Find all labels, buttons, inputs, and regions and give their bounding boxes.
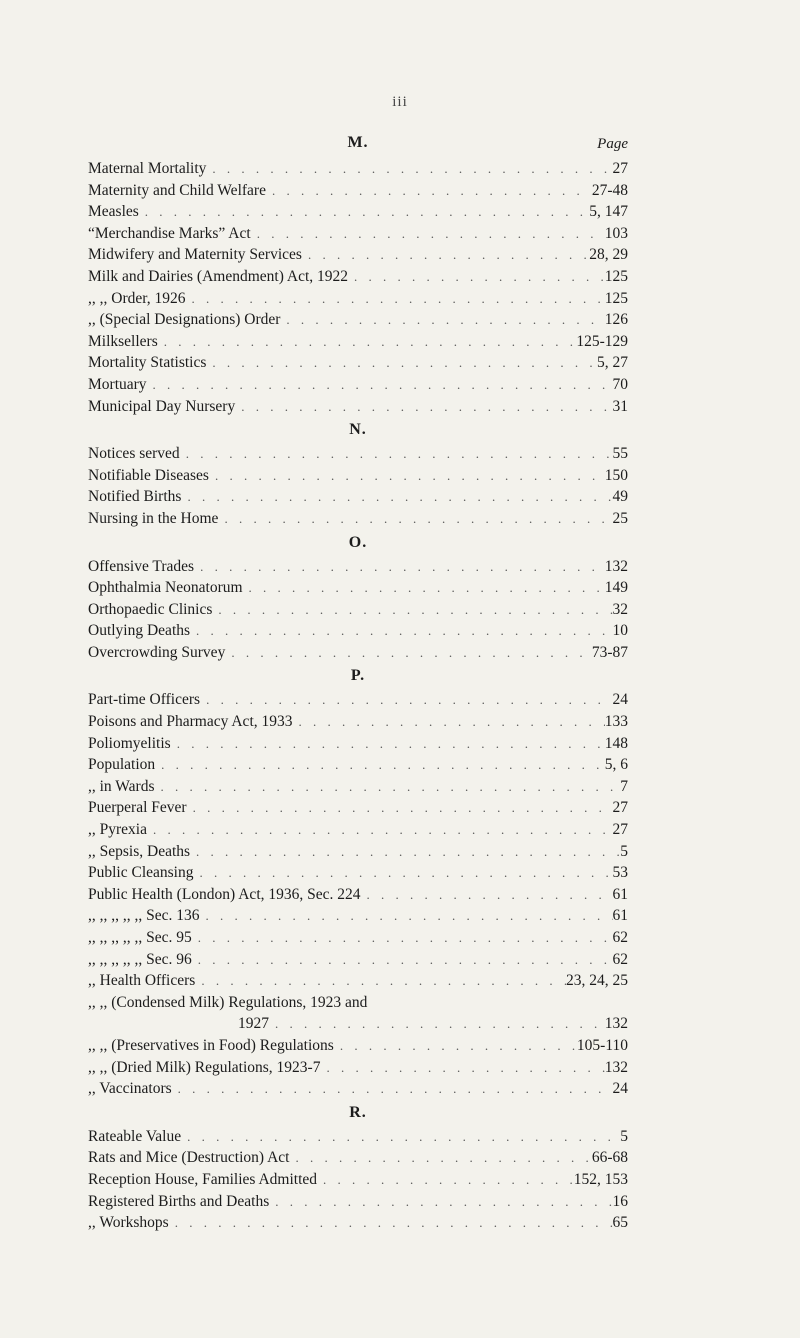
page-number: iii [392, 94, 408, 110]
dot-leader [155, 754, 605, 776]
entry-title: Nursing in the Home [88, 509, 219, 527]
index-entry [88, 1035, 628, 1057]
entry-title: ,, Vaccinators [88, 1080, 172, 1098]
dot-leader [186, 288, 605, 310]
dot-leader [192, 927, 613, 949]
entry-title: ,, ,, (Dried Milk) Regulations, 1923-7 [88, 1058, 321, 1076]
index-entry [88, 266, 628, 288]
entry-title: Offensive Trades [88, 557, 195, 575]
index-entry [88, 158, 628, 180]
entry-title: Orthopaedic Clinics [88, 600, 213, 618]
index-entry [88, 508, 628, 530]
entry-title: Poisons and Pharmacy Act, 1933 [88, 713, 293, 731]
page-column-label: Page [597, 136, 628, 152]
dot-leader [200, 689, 612, 711]
dot-leader [190, 620, 612, 642]
entry-page: 148 [604, 734, 628, 752]
entry-title: ,, (Special Designations) Order [88, 311, 281, 329]
entry-title: ,, Workshops [88, 1214, 169, 1232]
index-entry [88, 776, 628, 798]
entry-title: ,, Health Officers [88, 972, 196, 990]
entry-page: 66-68 [591, 1149, 628, 1167]
entry-title: ,, ,, Order, 1926 [88, 289, 186, 307]
index-entry [88, 1191, 628, 1213]
section-letter: N. [349, 421, 367, 439]
entry-page: 7 [620, 777, 628, 795]
entry-page: 53 [612, 864, 628, 882]
index-entry [88, 862, 628, 884]
entry-title: Maternity and Child Welfare [88, 181, 266, 199]
index-list [88, 134, 628, 1234]
entry-title: ,, ,, ,, ,, ,, Sec. 96 [88, 950, 192, 968]
index-entry [88, 1212, 628, 1234]
dot-leader [169, 1212, 613, 1234]
index-entry [88, 970, 628, 992]
index-entry [88, 927, 628, 949]
dot-leader [320, 1057, 604, 1079]
entry-page: 5 [620, 842, 628, 860]
index-entry [88, 201, 628, 223]
dot-leader [206, 158, 612, 180]
entry-page: 70 [612, 375, 628, 393]
entry-title: Notified Births [88, 488, 182, 506]
section-letter: R. [349, 1103, 367, 1121]
dot-leader [361, 884, 613, 906]
dot-leader [348, 266, 605, 288]
entry-page: 24 [612, 1080, 628, 1098]
entry-title: ,, ,, (Preservatives in Food) Regulations [88, 1036, 334, 1054]
dot-leader [302, 244, 589, 266]
entry-page: 125 [604, 267, 628, 285]
entry-title: ,, ,, ,, ,, ,, Sec. 95 [88, 929, 192, 946]
entry-title: Part-time Officers [88, 691, 201, 709]
entry-page: 125 [604, 289, 628, 307]
entry-title: Public Cleansing [88, 864, 194, 882]
entry-title: ,, in Wards [88, 777, 155, 795]
entry-page: 25 [612, 509, 628, 527]
entry-page: 27 [612, 799, 628, 817]
index-entry [88, 949, 628, 971]
index-entry [88, 711, 628, 733]
entry-title: Outlying Deaths [88, 622, 191, 640]
entry-page: 31 [612, 397, 628, 415]
dot-leader [139, 201, 589, 223]
entry-title: Poliomyelitis [88, 734, 171, 752]
entry-page: 132 [604, 1058, 628, 1076]
entry-title: ,, Pyrexia [88, 821, 147, 839]
entry-title: Midwifery and Maternity Services [88, 246, 302, 264]
dot-leader [235, 396, 612, 418]
dot-leader [212, 599, 612, 621]
entry-title: ,, ,, (Condensed Milk) Regulations, 1923 and [88, 993, 368, 1011]
entry-page: 125-129 [576, 332, 628, 350]
entry-title: Notifiable Diseases [88, 466, 209, 484]
entry-page: 61 [612, 907, 628, 925]
entry-page: 10 [612, 622, 628, 640]
index-entry [88, 1169, 628, 1191]
entry-page: 32 [612, 600, 628, 618]
dot-leader [225, 642, 592, 664]
index-entry [88, 1147, 628, 1169]
section-letter: O. [348, 533, 368, 551]
index-entry [88, 1013, 628, 1035]
entry-page: 62 [612, 950, 628, 968]
dot-leader [181, 486, 612, 508]
dot-leader [280, 309, 604, 331]
entry-page: 133 [604, 713, 628, 731]
index-entries [88, 158, 628, 1234]
dot-leader [209, 465, 605, 487]
entry-page: 27 [612, 160, 628, 177]
index-entry [88, 819, 628, 841]
entry-page: 126 [604, 311, 628, 329]
entry-page: 150 [604, 466, 628, 484]
index-entry [88, 797, 628, 819]
entry-page: 65 [612, 1214, 628, 1232]
entry-title: Registered Births and Deaths [88, 1192, 270, 1210]
index-entry [88, 374, 628, 396]
entry-page: 61 [612, 885, 628, 903]
dot-leader [192, 949, 613, 971]
dot-leader [187, 797, 613, 819]
dot-leader [181, 1126, 620, 1148]
dot-leader [172, 1078, 613, 1100]
dot-leader [243, 577, 605, 599]
index-entry [88, 1126, 628, 1148]
index-entry [88, 556, 628, 578]
dot-leader [158, 331, 577, 353]
entry-title: “Merchandise Marks” Act [88, 224, 251, 242]
dot-leader [293, 711, 605, 733]
index-entry [88, 642, 628, 664]
index-entry [88, 223, 628, 245]
dot-leader [269, 1013, 605, 1035]
dot-leader [251, 223, 605, 245]
entry-page: 5 [620, 1127, 628, 1145]
dot-leader [193, 862, 612, 884]
entry-title: Overcrowding Survey [88, 643, 226, 661]
index-entry [88, 244, 628, 266]
entry-title: Measles [88, 203, 139, 221]
index-entry [88, 1078, 628, 1100]
entry-title: 1927 [238, 1015, 269, 1033]
index-entry [88, 733, 628, 755]
dot-leader [147, 819, 613, 841]
index-entry [88, 309, 628, 331]
entry-title: Municipal Day Nursery [88, 397, 236, 415]
entry-page: 62 [612, 929, 628, 946]
entry-page: 103 [604, 224, 628, 242]
entry-title: Milksellers [88, 332, 158, 350]
index-entry [88, 1057, 628, 1079]
entry-page: 105-110 [576, 1036, 628, 1054]
index-entry [88, 465, 628, 487]
index-entry [88, 599, 628, 621]
dot-leader [334, 1035, 577, 1057]
entry-title: Mortality Statistics [88, 354, 207, 372]
entry-page: 152, 153 [573, 1170, 628, 1188]
entry-page: 132 [604, 557, 628, 575]
index-entry [88, 577, 628, 599]
dot-leader [269, 1191, 612, 1213]
index-entry [88, 486, 628, 508]
entry-page: 28, 29 [589, 246, 628, 264]
index-entry [88, 352, 628, 374]
index-entry [88, 180, 628, 202]
dot-leader [190, 841, 620, 863]
index-entry [88, 443, 628, 465]
index-entry [88, 620, 628, 642]
entry-title: Rateable Value [88, 1127, 182, 1145]
index-entry [88, 841, 628, 863]
index-header [88, 134, 628, 158]
index-entry [88, 754, 628, 776]
entry-page: 16 [612, 1192, 628, 1210]
entry-page: 5, 27 [597, 354, 628, 372]
index-entry [88, 288, 628, 310]
entry-page: 73-87 [591, 643, 628, 661]
entry-title: Maternal Mortality [88, 160, 207, 177]
dot-leader [195, 970, 566, 992]
dot-leader [155, 776, 621, 798]
entry-title: Reception House, Families Admitted [88, 1170, 318, 1188]
index-entry [88, 884, 628, 906]
entry-page: 24 [612, 691, 628, 709]
section-letter: M. [347, 134, 369, 151]
dot-leader [317, 1169, 574, 1191]
dot-leader [200, 905, 613, 927]
entry-page: 5, 147 [589, 203, 628, 221]
entry-page: 149 [604, 579, 628, 597]
entry-page: 5, 6 [604, 756, 628, 774]
dot-leader [180, 443, 613, 465]
entry-title: ,, ,, ,, ,, ,, Sec. 136 [88, 907, 200, 925]
dot-leader [206, 352, 597, 374]
dot-leader [147, 374, 613, 396]
entry-page: 23, 24, 25 [566, 972, 628, 990]
dot-leader [194, 556, 605, 578]
index-entry [88, 689, 628, 711]
dot-leader [289, 1147, 591, 1169]
index-entry [88, 396, 628, 418]
entry-title: Rats and Mice (Destruction) Act [88, 1149, 290, 1167]
entry-page: 27 [612, 821, 628, 839]
entry-page: 27-48 [591, 181, 628, 199]
entry-title: Milk and Dairies (Amendment) Act, 1922 [88, 267, 349, 285]
dot-leader [218, 508, 612, 530]
entry-title: Public Health (London) Act, 1936, Sec. 224 [88, 885, 361, 903]
entry-page: 49 [612, 488, 628, 506]
entry-title: Population [88, 756, 156, 774]
index-entry [88, 992, 628, 1014]
entry-title: Puerperal Fever [88, 799, 187, 817]
entry-title: Ophthalmia Neonatorum [88, 579, 243, 597]
dot-leader [171, 733, 605, 755]
index-entry [88, 331, 628, 353]
index-entry [88, 905, 628, 927]
entry-title: Mortuary [88, 375, 147, 393]
section-letter: P. [350, 667, 366, 685]
entry-page: 55 [612, 445, 628, 463]
entry-title: ,, Sepsis, Deaths [88, 842, 191, 860]
entry-title: Notices served [88, 445, 180, 463]
dot-leader [266, 180, 592, 202]
entry-page: 132 [604, 1015, 628, 1033]
